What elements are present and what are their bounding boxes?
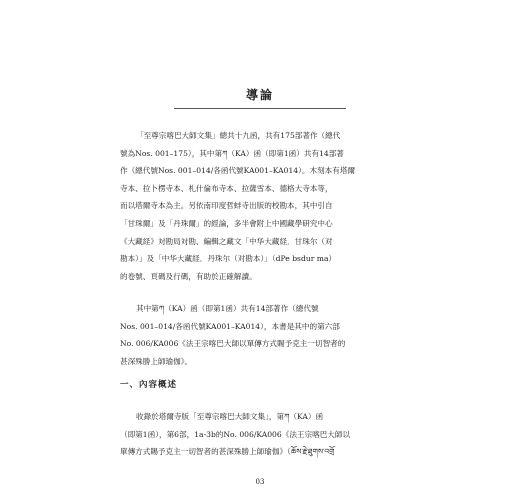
text-line: 作（總代號Nos. 001–014/各函代號KA001–KA014）。木刻本有塔爾: [120, 166, 356, 176]
paragraph-intro: [120, 127, 406, 285]
text-line: 寺本、拉卜楞寺本、札什倫布寺本、拉薩雪本、德格大寺本等，: [120, 183, 333, 193]
text-line: 收錄於塔爾寺版「至尊宗喀巴大師文集」，第ཀ（KA）函: [136, 412, 324, 421]
page-title: 導論: [245, 88, 274, 102]
text-line: 而以塔爾寺本為主。另依南印度哲蚌寺出版的校勘本，其中引自: [120, 201, 333, 211]
text-line: （即第1函），第6部，1a-3b的No. 006/KA006《法王宗喀巴大師以: [120, 429, 351, 439]
text-line: Nos. 001–014/各函代號KA001–KA014），本書是其中的第六部: [120, 321, 340, 331]
text-line: 單傳方式賜予克主一切智者的甚深殊勝上師瑜伽》（ཆོས་རྗེ་ཐུགས་འགྲོ: [120, 447, 335, 457]
text-line: 勘本）」及「中华大藏経．丹珠尔（对勘本）」（dPe bsdur ma）: [120, 254, 337, 264]
text-line: 其中第ཀ（KA）函（即第1函）共有14部著作（總代號: [136, 304, 319, 313]
paragraph-content-overview: [120, 408, 406, 461]
paragraph-volume-note: [120, 300, 406, 370]
text-line: 甚深殊勝上師瑜伽》。: [120, 356, 193, 366]
title-underline: [174, 108, 346, 109]
text-line: 「甘珠爾」及「丹珠爾」的經論，多半會附上中國藏學研究中心: [120, 218, 333, 228]
page-number: 03: [255, 478, 265, 486]
text-line: 號為Nos. 001–175），其中第ཀ（KA）函（即第1函）共有14部著: [120, 148, 344, 158]
text-line: No. 006/KA006《法王宗喀巴大師以單傳方式賜予克主一切智者的: [120, 339, 346, 349]
text-line: 「至尊宗喀巴大師文集」總共十九函，共有175部著作（總代: [136, 131, 341, 140]
section-heading: 一、內容概述: [120, 380, 178, 390]
text-line: 的卷號、頁碼及行碼，有助於正確解讀。: [120, 271, 257, 281]
text-line: 《大藏経》対勘局対勘、編輯之藏文「中华大藏経．甘珠尔（对: [120, 236, 333, 246]
